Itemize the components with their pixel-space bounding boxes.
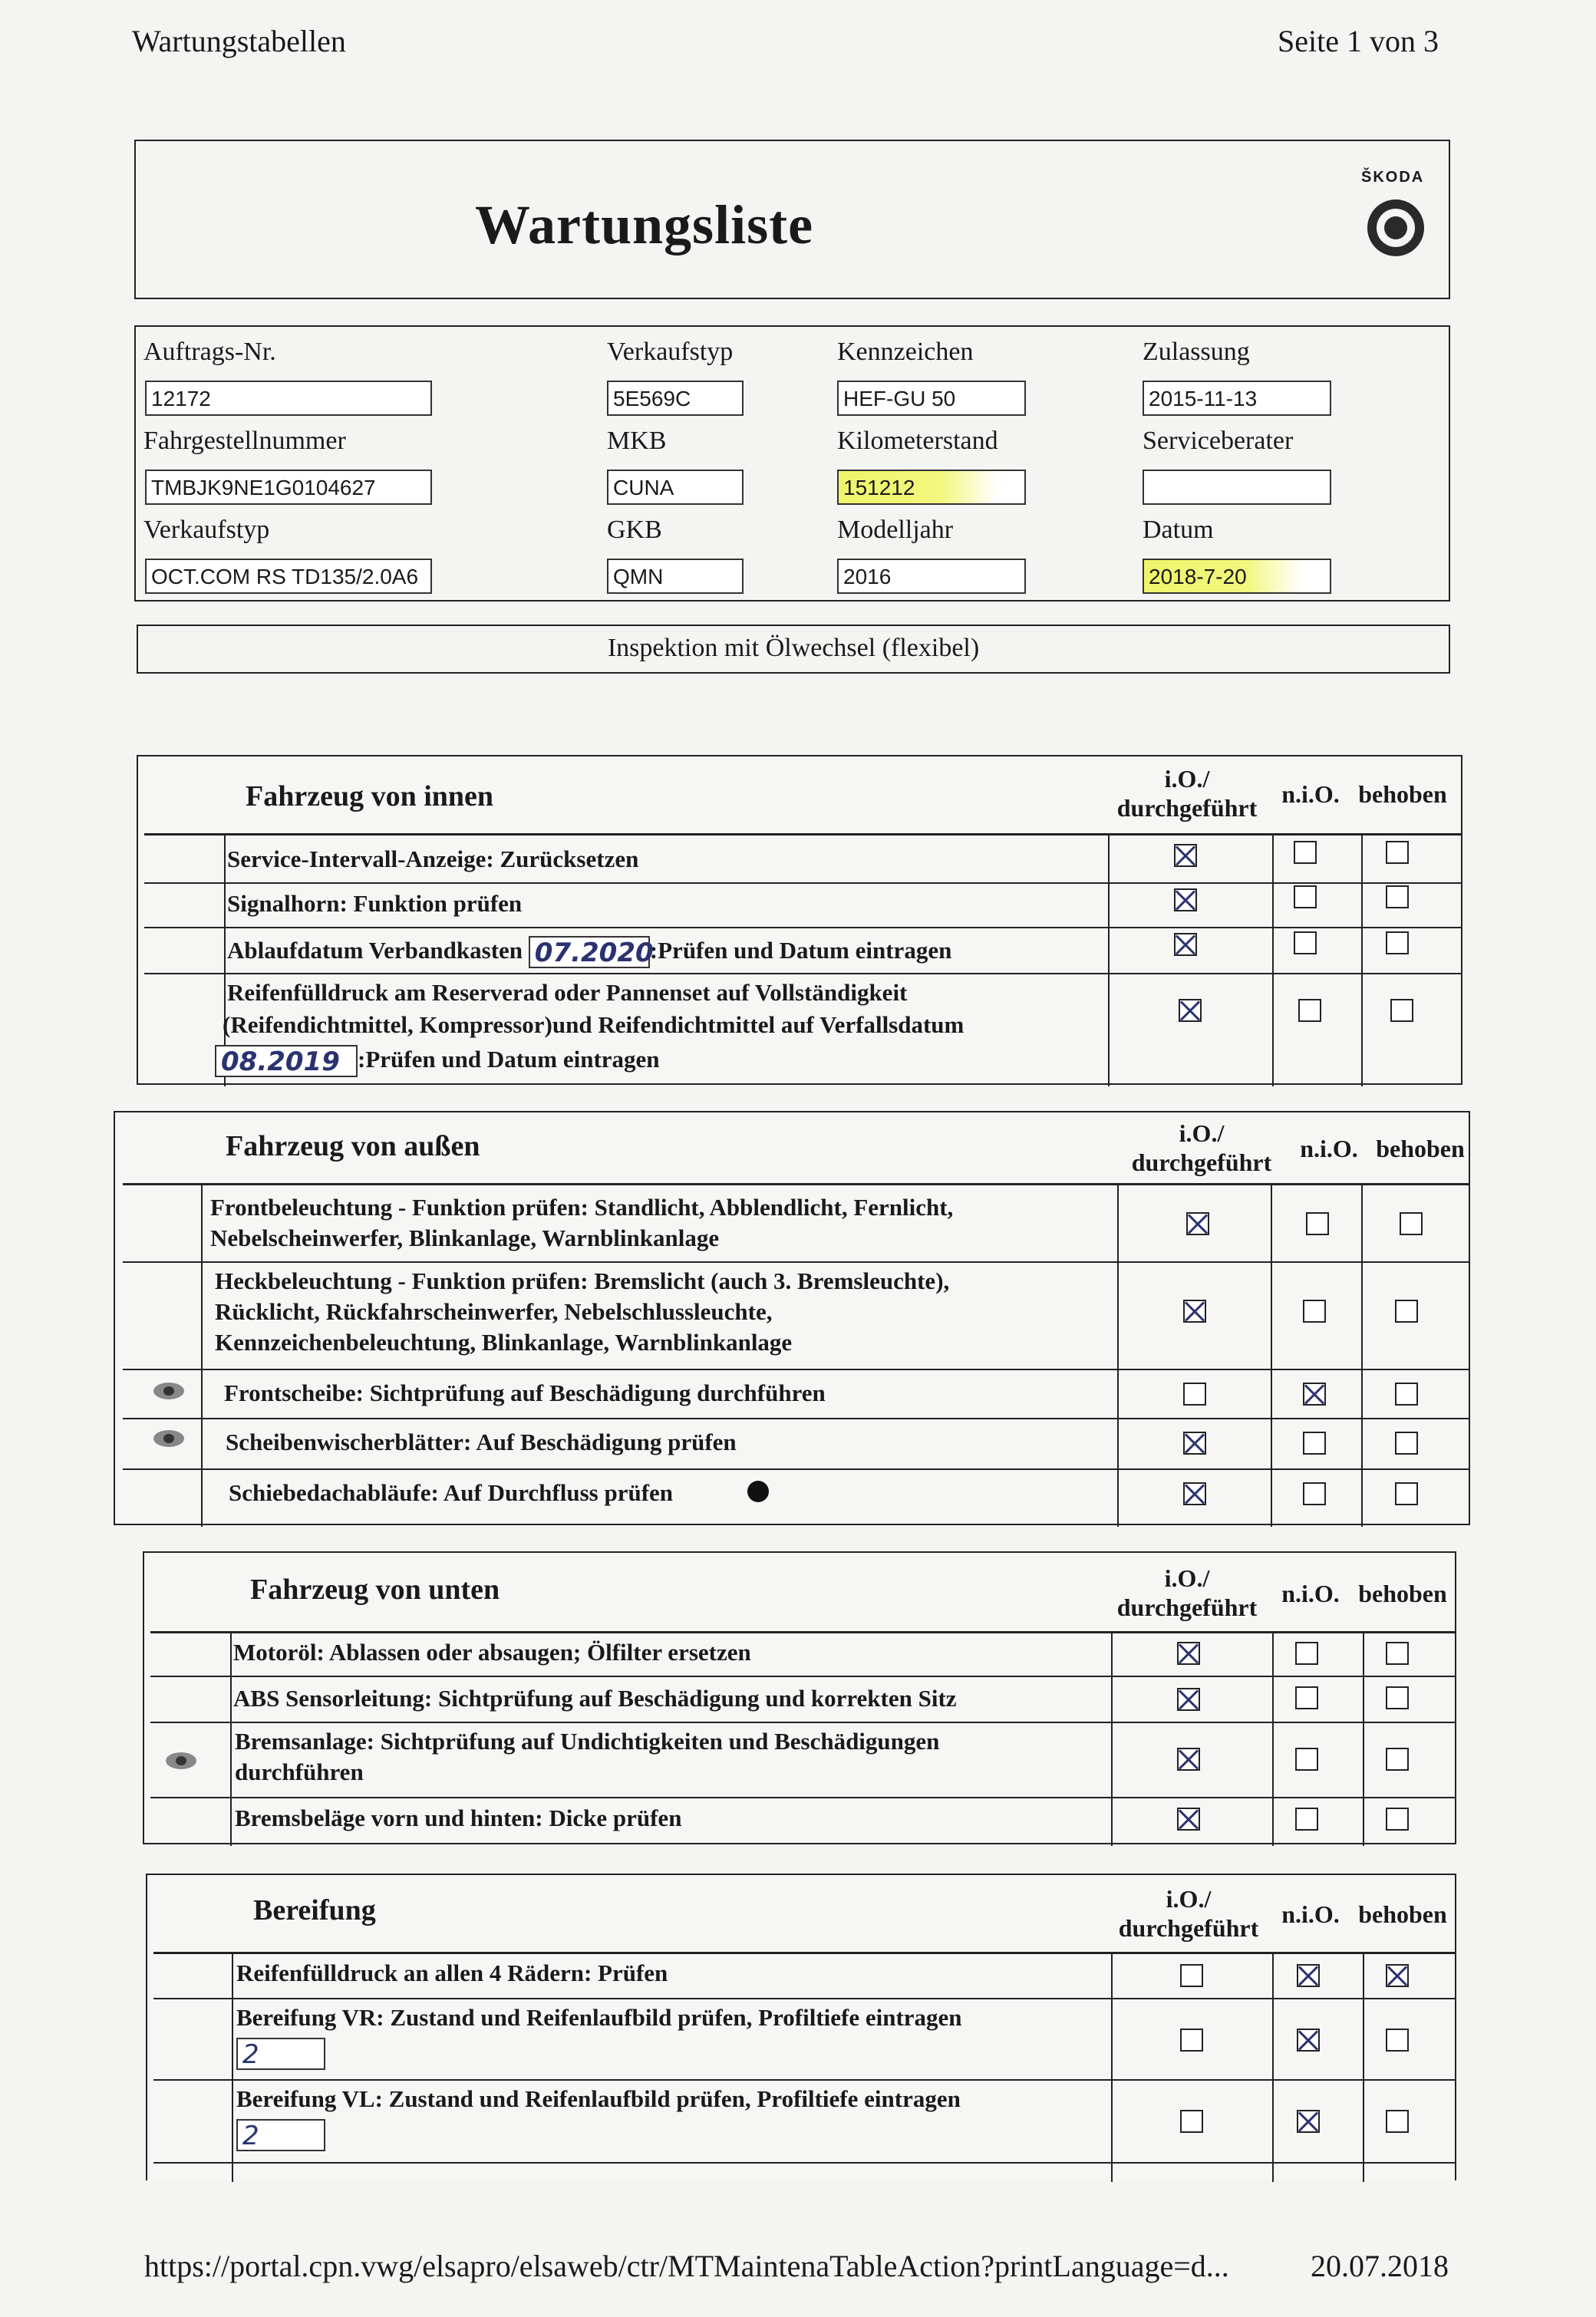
- footer-date: 20.07.2018: [1311, 2249, 1449, 2283]
- checkbox-io-10[interactable]: [1177, 1642, 1200, 1665]
- col-nio: n.i.O.: [1281, 1900, 1340, 1928]
- label-modelljahr: Modelljahr: [837, 516, 954, 544]
- checkbox-behoben-11[interactable]: [1386, 1686, 1409, 1709]
- checkbox-nio-5[interactable]: [1306, 1212, 1329, 1235]
- checkbox-io-4[interactable]: [1179, 999, 1202, 1022]
- col-nio: n.i.O.: [1300, 1135, 1358, 1162]
- col-io: i.O./ durchgeführt: [1116, 1564, 1258, 1621]
- bullet-dot-icon: [747, 1481, 769, 1502]
- item-service-intervall: Service-Intervall-Anzeige: Zurücksetzen: [227, 845, 639, 872]
- item-verbandkasten: Ablaufdatum Verbandkasten 07.2020:Prüfen und Datum eintragen: [227, 937, 952, 968]
- item-bremsanlage-1: Bremsanlage: Sichtprüfung auf Undichtigkeiten und Beschädigungen: [235, 1728, 940, 1755]
- col-behoben: behoben: [1358, 780, 1447, 808]
- modelljahr-field[interactable]: 2016: [837, 559, 1026, 594]
- item-heckbeleuchtung-1: Heckbeleuchtung - Funktion prüfen: Bremslicht (auch 3. Bremsleuchte),: [215, 1267, 950, 1294]
- profiltiefe-vr-field[interactable]: 2: [236, 2038, 325, 2070]
- col-io: i.O./ durchgeführt: [1116, 765, 1258, 822]
- section-bereifung: [146, 1874, 1456, 2180]
- title-box: [134, 140, 1450, 299]
- label-gkb: GKB: [607, 516, 662, 544]
- label-zulassung: Zulassung: [1143, 338, 1250, 366]
- checkbox-io-11[interactable]: [1177, 1688, 1200, 1711]
- item-frontbeleuchtung-2: Nebelscheinwerfer, Blinkanlage, Warnblinkanlage: [210, 1224, 720, 1251]
- item-bremsanlage-2: durchführen: [235, 1758, 364, 1785]
- label-serviceberater: Serviceberater: [1143, 427, 1294, 455]
- checkbox-behoben-13[interactable]: [1386, 1808, 1409, 1831]
- checkbox-nio-4[interactable]: [1298, 999, 1321, 1022]
- inspection-type-bar: [137, 625, 1450, 674]
- section-aussen: [114, 1111, 1470, 1525]
- checkbox-nio-7[interactable]: [1303, 1383, 1326, 1406]
- label-fahrgestell: Fahrgestellnummer: [143, 427, 346, 455]
- checkbox-io-2[interactable]: [1174, 888, 1197, 911]
- section-title-innen: Fahrzeug von innen: [246, 780, 494, 812]
- label-auftrag: Auftrags-Nr.: [143, 338, 276, 366]
- checkbox-io-16[interactable]: [1180, 2110, 1203, 2133]
- label-datum: Datum: [1143, 516, 1214, 544]
- label-verkaufstyp: Verkaufstyp: [607, 338, 734, 366]
- profiltiefe-vl-field[interactable]: 2: [236, 2119, 325, 2151]
- checkbox-behoben-4[interactable]: [1390, 999, 1413, 1022]
- checkbox-behoben-16[interactable]: [1386, 2110, 1409, 2133]
- section-title-bereifung: Bereifung: [253, 1894, 376, 1926]
- checkbox-io-14[interactable]: [1180, 1964, 1203, 1987]
- item-frontbeleuchtung-1: Frontbeleuchtung - Funktion prüfen: Standlicht, Abblendlicht, Fernlicht,: [210, 1194, 954, 1221]
- checkbox-nio-1[interactable]: [1294, 841, 1317, 864]
- col-behoben: behoben: [1358, 1900, 1447, 1928]
- verkaufstyp-2-field[interactable]: OCT.COM RS TD135/2.0A6: [145, 559, 432, 594]
- checkbox-io-3[interactable]: [1174, 933, 1197, 956]
- checkbox-behoben-3[interactable]: [1386, 931, 1409, 954]
- checkbox-nio-2[interactable]: [1294, 885, 1317, 908]
- label-kennzeichen: Kennzeichen: [837, 338, 974, 366]
- datum-field[interactable]: 2018-7-20: [1143, 559, 1331, 594]
- item-schiebedach: Schiebedachabläufe: Auf Durchfluss prüfen: [229, 1479, 674, 1506]
- checkbox-behoben-8[interactable]: [1395, 1432, 1418, 1455]
- item-abs-sensor: ABS Sensorleitung: Sichtprüfung auf Beschädigung und korrekten Sitz: [233, 1685, 957, 1712]
- kilometerstand-field[interactable]: 151212: [837, 470, 1026, 505]
- section-title-unten: Fahrzeug von unten: [250, 1574, 500, 1606]
- checkbox-io-7[interactable]: [1183, 1383, 1206, 1406]
- mkb-field[interactable]: CUNA: [607, 470, 744, 505]
- item-frontscheibe: Frontscheibe: Sichtprüfung auf Beschädigung durchführen: [224, 1379, 826, 1406]
- label-verkaufstyp-2: Verkaufstyp: [143, 516, 270, 544]
- kennzeichen-field[interactable]: HEF-GU 50: [837, 381, 1026, 416]
- item-bereifung-vl: Bereifung VL: Zustand und Reifenlaufbild prüfen, Profiltiefe eintragen: [236, 2085, 961, 2112]
- footer-url: https://portal.cpn.vwg/elsapro/elsaweb/ctr/MTMaintenaTableAction?printLanguage=d...: [144, 2249, 1229, 2283]
- item-signalhorn: Signalhorn: Funktion prüfen: [227, 890, 523, 917]
- verkaufstyp-field[interactable]: 5E569C: [607, 381, 744, 416]
- checkbox-nio-10[interactable]: [1295, 1642, 1318, 1665]
- auftrag-field[interactable]: 12172: [145, 381, 432, 416]
- checkbox-nio-11[interactable]: [1295, 1686, 1318, 1709]
- section-innen: [137, 755, 1462, 1085]
- checkbox-nio-6[interactable]: [1303, 1300, 1326, 1323]
- vehicle-info-box: [134, 325, 1450, 601]
- inspection-type: Inspektion mit Ölwechsel (flexibel): [607, 634, 980, 662]
- visual-inspection-icon: [153, 1430, 184, 1447]
- col-nio: n.i.O.: [1281, 1580, 1340, 1607]
- checkbox-io-12[interactable]: [1177, 1748, 1200, 1771]
- label-kilometerstand: Kilometerstand: [837, 427, 998, 455]
- col-io: i.O./ durchgeführt: [1131, 1119, 1272, 1176]
- section-title-aussen: Fahrzeug von außen: [226, 1130, 480, 1162]
- checkbox-nio-16[interactable]: [1297, 2110, 1320, 2133]
- checkbox-nio-15[interactable]: [1297, 2029, 1320, 2052]
- skoda-logo-icon: [1367, 199, 1424, 256]
- col-behoben: behoben: [1358, 1580, 1447, 1607]
- checkbox-behoben-12[interactable]: [1386, 1748, 1409, 1771]
- checkbox-io-6[interactable]: [1183, 1300, 1206, 1323]
- section-unten: [143, 1551, 1456, 1844]
- checkbox-nio-13[interactable]: [1295, 1808, 1318, 1831]
- item-bereifung-vr: Bereifung VR: Zustand und Reifenlaufbild prüfen, Profiltiefe eintragen: [236, 2004, 962, 2031]
- document-title: Wartungsliste: [475, 194, 814, 255]
- page-header-left: Wartungstabellen: [132, 24, 346, 58]
- checkbox-behoben-2[interactable]: [1386, 885, 1409, 908]
- checkbox-io-8[interactable]: [1183, 1432, 1206, 1455]
- checkbox-io-15[interactable]: [1180, 2029, 1203, 2052]
- col-io: i.O./ durchgeführt: [1118, 1885, 1259, 1942]
- item-reifenfuelldruck-reserverad-3: 08.2019 :Prüfen und Datum eintragen: [215, 1042, 660, 1075]
- checkbox-io-1[interactable]: [1174, 844, 1197, 867]
- checkbox-nio-12[interactable]: [1295, 1748, 1318, 1771]
- gkb-field[interactable]: QMN: [607, 559, 744, 594]
- page-number: Seite 1 von 3: [1278, 24, 1439, 58]
- fahrgestell-field[interactable]: TMBJK9NE1G0104627: [145, 470, 432, 505]
- visual-inspection-icon: [166, 1752, 196, 1769]
- item-scheibenwischer: Scheibenwischerblätter: Auf Beschädigung prüfen: [226, 1429, 737, 1455]
- reifendichtmittel-date-field[interactable]: 08.2019: [215, 1045, 358, 1077]
- item-reifenfuelldruck-reserverad-2: (Reifendichtmittel, Kompressor)und Reifendichtmittel auf Verfallsdatum: [223, 1011, 965, 1038]
- visual-inspection-icon: [153, 1383, 184, 1399]
- verbandkasten-date-field[interactable]: 07.2020: [529, 936, 650, 968]
- item-bremsbelaege: Bremsbeläge vorn und hinten: Dicke prüfen: [235, 1804, 682, 1831]
- item-reifenfuelldruck-reserverad-1: Reifenfülldruck am Reserverad oder Pannenset auf Vollständigkeit: [227, 979, 908, 1006]
- checkbox-nio-9[interactable]: [1303, 1482, 1326, 1505]
- brand-name: ŠKODA: [1361, 169, 1425, 186]
- item-motoroel: Motoröl: Ablassen oder absaugen; Ölfilter ersetzen: [233, 1639, 751, 1666]
- checkbox-nio-8[interactable]: [1303, 1432, 1326, 1455]
- checkbox-io-9[interactable]: [1183, 1482, 1206, 1505]
- checkbox-io-13[interactable]: [1177, 1808, 1200, 1831]
- col-nio: n.i.O.: [1281, 780, 1340, 808]
- checkbox-behoben-5[interactable]: [1400, 1212, 1423, 1235]
- checkbox-behoben-6[interactable]: [1395, 1300, 1418, 1323]
- serviceberater-field[interactable]: [1143, 470, 1331, 505]
- item-heckbeleuchtung-3: Kennzeichenbeleuchtung, Blinkanlage, Warnblinkanlage: [215, 1329, 793, 1356]
- checkbox-behoben-7[interactable]: [1395, 1383, 1418, 1406]
- checkbox-behoben-9[interactable]: [1395, 1482, 1418, 1505]
- checkbox-behoben-1[interactable]: [1386, 841, 1409, 864]
- label-mkb: MKB: [607, 427, 667, 455]
- item-reifenfuelldruck: Reifenfülldruck an allen 4 Rädern: Prüfen: [236, 1959, 668, 1986]
- checkbox-nio-3[interactable]: [1294, 931, 1317, 954]
- item-heckbeleuchtung-2: Rücklicht, Rückfahrscheinwerfer, Nebelschlussleuchte,: [215, 1298, 773, 1325]
- checkbox-nio-14[interactable]: [1297, 1964, 1320, 1987]
- checkbox-behoben-14[interactable]: [1386, 1964, 1409, 1987]
- col-behoben: behoben: [1376, 1135, 1465, 1162]
- checkbox-io-5[interactable]: [1186, 1212, 1209, 1235]
- checkbox-behoben-10[interactable]: [1386, 1642, 1409, 1665]
- zulassung-field[interactable]: 2015-11-13: [1143, 381, 1331, 416]
- checkbox-behoben-15[interactable]: [1386, 2029, 1409, 2052]
